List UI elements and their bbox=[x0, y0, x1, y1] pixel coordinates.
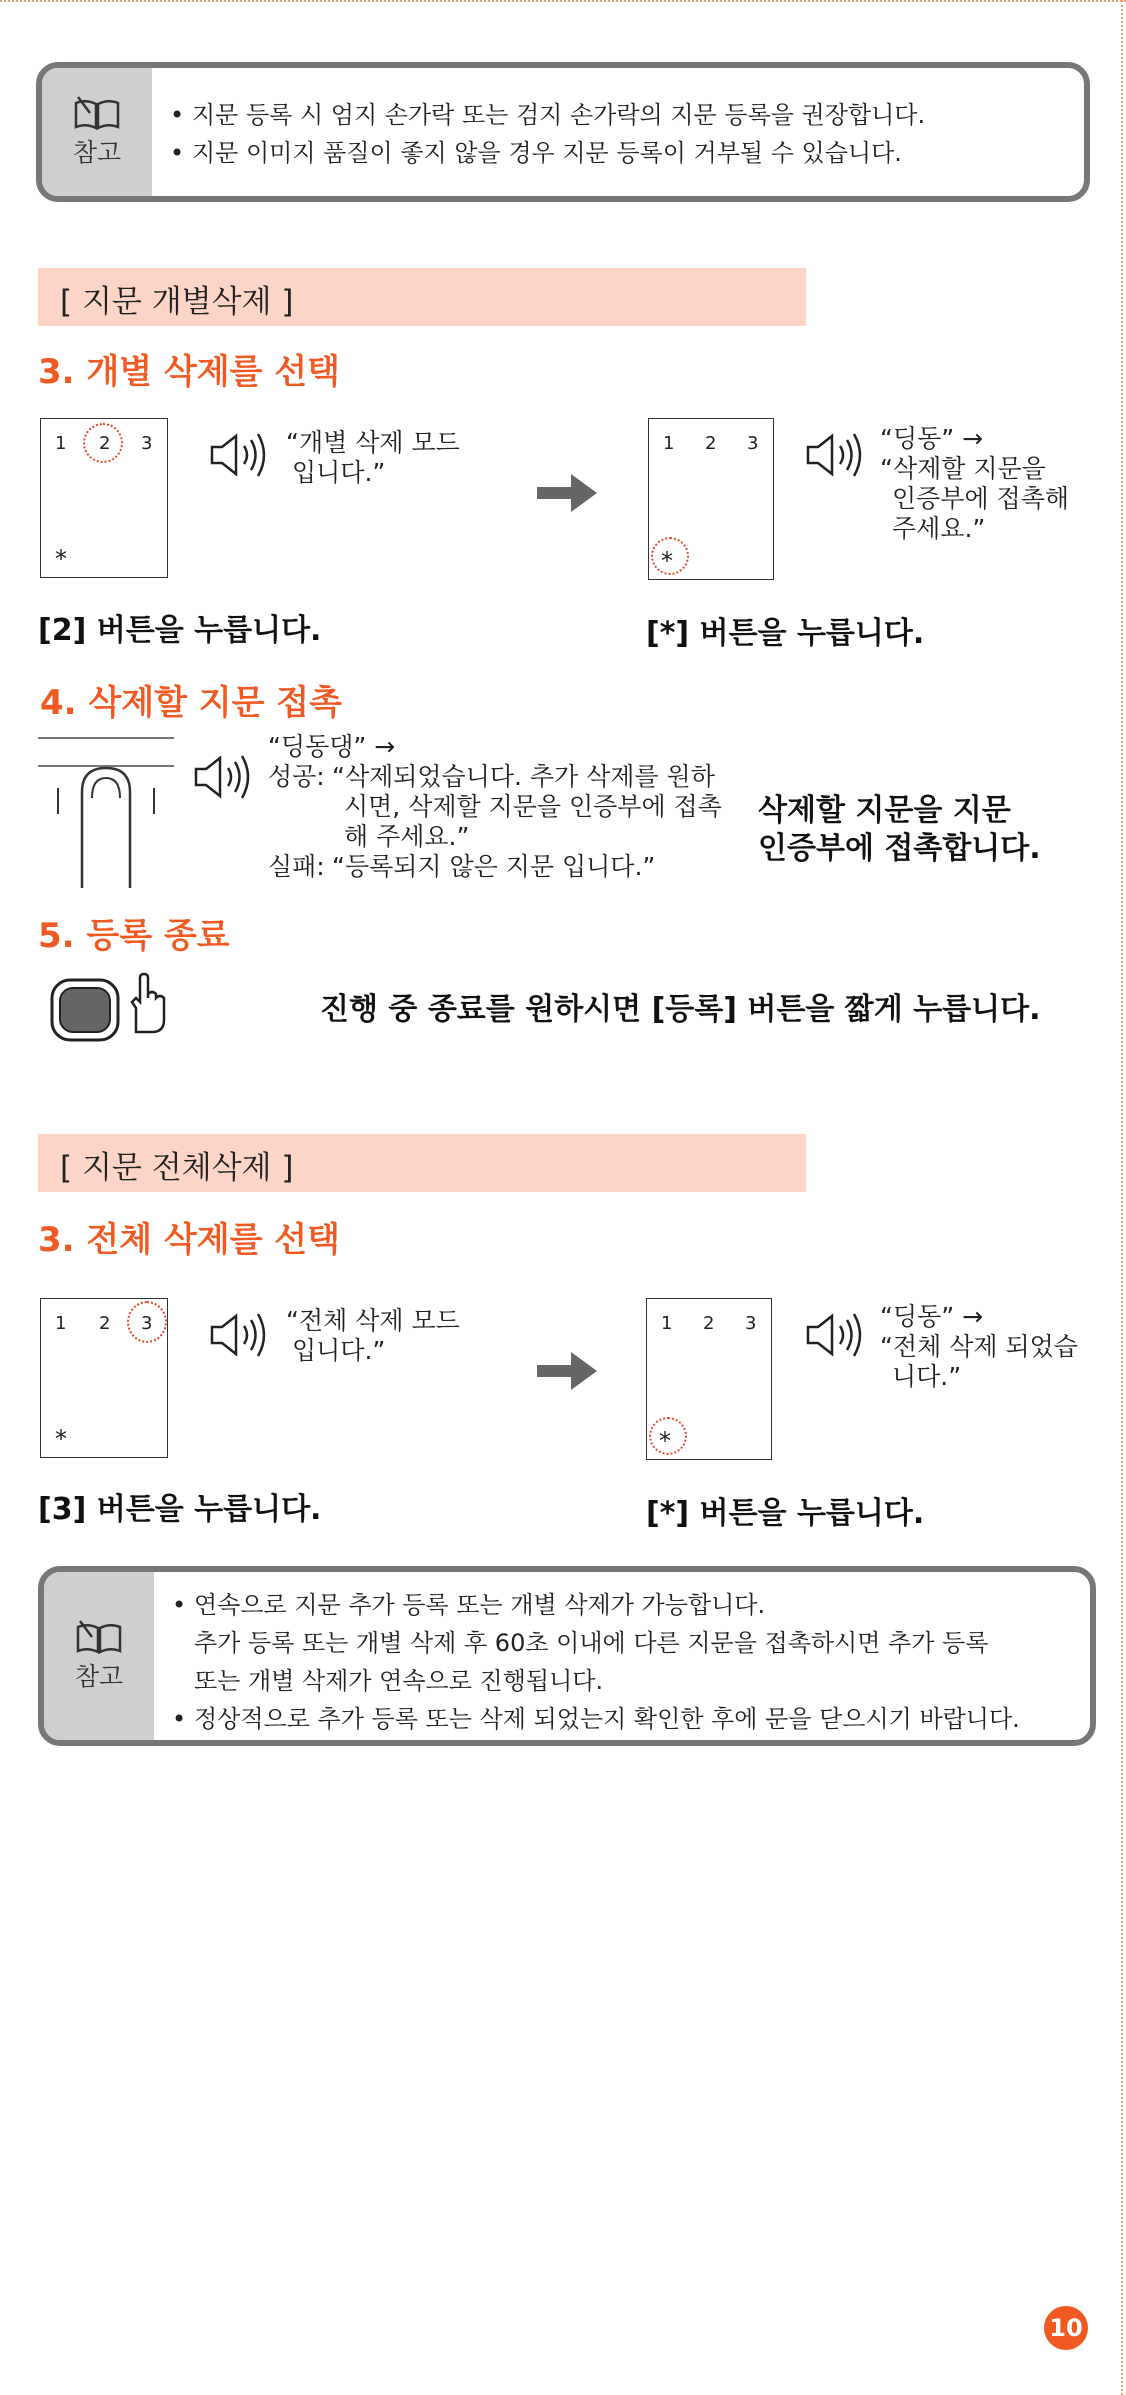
key-1: 1 bbox=[55, 1313, 67, 1334]
voice-text bbox=[880, 1302, 1078, 1392]
action-text: 진행 중 종료를 원하시면 [등록] 버튼을 짧게 누릅니다. bbox=[320, 992, 1041, 1027]
voice-success bbox=[268, 762, 722, 852]
page-number: 10 bbox=[1044, 2306, 1088, 2350]
section-header-all-delete bbox=[38, 1134, 806, 1192]
note-box-1 bbox=[36, 62, 1090, 202]
speaker-icon bbox=[206, 1310, 274, 1360]
voice-fail bbox=[268, 852, 722, 882]
key-2: 2 bbox=[99, 433, 111, 454]
arrow-right-icon bbox=[535, 1348, 599, 1394]
key-1: 1 bbox=[661, 1313, 673, 1334]
voice-line: 인증부에 접촉해 bbox=[892, 484, 1069, 513]
speaker-icon bbox=[802, 1310, 870, 1360]
voice-text bbox=[286, 1306, 460, 1366]
speaker-icon bbox=[802, 430, 870, 480]
note-item: • 연속으로 지문 추가 등록 또는 개별 삭제가 가능합니다. 추가 등록 또는 개별 삭제 후 60초 이내에 다른 지문을 접촉하시면 추가 등록 또는 개별 삭제가 연속으로 진행됩니다. bbox=[172, 1586, 1074, 1700]
highlight-circle bbox=[649, 1417, 687, 1455]
highlight-circle bbox=[127, 1301, 167, 1343]
voice-line: 입니다.” bbox=[292, 1336, 386, 1365]
key-1: 1 bbox=[55, 433, 67, 454]
note-list bbox=[170, 96, 1068, 172]
step-title: 3. 전체 삭제를 선택 bbox=[38, 1220, 340, 1260]
voice-line: “삭제되었습니다. 추가 삭제를 원하 bbox=[332, 762, 715, 791]
note-line: 추가 등록 또는 개별 삭제 후 60초 이내에 다른 지문을 접촉하시면 추가 등록 bbox=[194, 1629, 989, 1657]
note-box-2 bbox=[38, 1566, 1096, 1746]
section-title: [ 지문 개별삭제 ] bbox=[60, 284, 294, 320]
book-pencil-icon bbox=[74, 1619, 124, 1655]
note-line: 정상적으로 추가 등록 또는 삭제 되었는지 확인한 후에 문을 닫으시기 바랍니다. bbox=[194, 1705, 1020, 1733]
key-1: 1 bbox=[663, 433, 675, 454]
voice-line: 해 주세요.” bbox=[344, 822, 470, 851]
key-3: 3 bbox=[747, 433, 759, 454]
voice-line: “개별 삭제 모드 bbox=[286, 428, 460, 457]
note-side bbox=[42, 68, 152, 196]
voice-line: 시면, 삭제할 지문을 인증부에 접촉 bbox=[344, 792, 722, 821]
right-dotted-border bbox=[1121, 0, 1123, 2395]
key-2: 2 bbox=[703, 1313, 715, 1334]
keypad-diagram bbox=[40, 1298, 168, 1458]
highlight-circle bbox=[83, 423, 123, 463]
key-star: * bbox=[661, 547, 673, 575]
voice-line: 니다.” bbox=[892, 1362, 962, 1391]
action-line: 삭제할 지문을 지문 bbox=[758, 793, 1011, 828]
note-label: 참고 bbox=[72, 138, 122, 167]
voice-line: 주세요.” bbox=[892, 514, 986, 543]
top-dotted-border bbox=[0, 0, 1126, 2]
voice-line: “딩동” → bbox=[880, 424, 984, 453]
key-3: 3 bbox=[141, 433, 153, 454]
key-2: 2 bbox=[705, 433, 717, 454]
key-star: * bbox=[659, 1427, 671, 1455]
voice-line: “딩동” → bbox=[880, 1302, 984, 1331]
key-star: * bbox=[55, 545, 67, 573]
keypad-diagram bbox=[40, 418, 168, 578]
step-title: 3. 개별 삭제를 선택 bbox=[38, 352, 340, 392]
voice-line: “등록되지 않은 지문 입니다.” bbox=[332, 852, 656, 881]
action-line: 인증부에 접촉합니다. bbox=[758, 831, 1041, 866]
voice-line: “삭제할 지문을 bbox=[880, 454, 1046, 483]
voice-line: 입니다.” bbox=[292, 458, 386, 487]
keypad-diagram bbox=[646, 1298, 772, 1460]
register-button-icon bbox=[50, 978, 120, 1042]
voice-result-text bbox=[268, 732, 722, 882]
section-title: [ 지문 전체삭제 ] bbox=[60, 1150, 294, 1186]
highlight-circle bbox=[651, 537, 689, 575]
voice-line: “전체 삭제 모드 bbox=[286, 1306, 460, 1335]
note-item: • 정상적으로 추가 등록 또는 삭제 되었는지 확인한 후에 문을 닫으시기 바랍니다. bbox=[172, 1705, 1020, 1733]
note-line: 연속으로 지문 추가 등록 또는 개별 삭제가 가능합니다. bbox=[194, 1591, 766, 1619]
action-text: [3] 버튼을 누릅니다. bbox=[38, 1492, 322, 1527]
action-text bbox=[758, 792, 1041, 868]
success-label: 성공: bbox=[268, 762, 325, 791]
voice-text bbox=[286, 428, 460, 488]
voice-line: “전체 삭제 되었습 bbox=[880, 1332, 1078, 1361]
note-item: • 지문 이미지 품질이 좋지 않을 경우 지문 등록이 거부될 수 있습니다. bbox=[170, 139, 902, 167]
speaker-icon bbox=[206, 430, 274, 480]
action-text: [2] 버튼을 누릅니다. bbox=[38, 613, 322, 648]
action-text: [*] 버튼을 누릅니다. bbox=[646, 616, 925, 651]
note-item: • 지문 등록 시 엄지 손가락 또는 검지 손가락의 지문 등록을 권장합니다. bbox=[170, 101, 926, 129]
key-star: * bbox=[55, 1425, 67, 1453]
note-label: 참고 bbox=[74, 1662, 124, 1691]
voice-text bbox=[880, 424, 1069, 544]
key-3: 3 bbox=[745, 1313, 757, 1334]
fail-label: 실패: bbox=[268, 852, 325, 881]
action-text: [*] 버튼을 누릅니다. bbox=[646, 1496, 925, 1531]
voice-line: “딩동댕” → bbox=[268, 732, 396, 761]
keypad-diagram bbox=[648, 418, 774, 580]
section-header-individual-delete bbox=[38, 268, 806, 326]
note-side bbox=[44, 1572, 154, 1740]
note-line: 또는 개별 삭제가 연속으로 진행됩니다. bbox=[194, 1667, 604, 1695]
success-lines bbox=[332, 762, 722, 852]
key-3: 3 bbox=[141, 1313, 153, 1334]
step-title: 5. 등록 종료 bbox=[38, 916, 230, 956]
book-pencil-icon bbox=[72, 95, 122, 131]
key-2: 2 bbox=[99, 1313, 111, 1334]
finger-touch-icon bbox=[38, 732, 174, 888]
note-list bbox=[172, 1586, 1074, 1738]
arrow-right-icon bbox=[535, 470, 599, 516]
step-title: 4. 삭제할 지문 접촉 bbox=[40, 683, 342, 723]
speaker-icon bbox=[190, 752, 258, 802]
hand-pointer-icon bbox=[128, 972, 170, 1036]
